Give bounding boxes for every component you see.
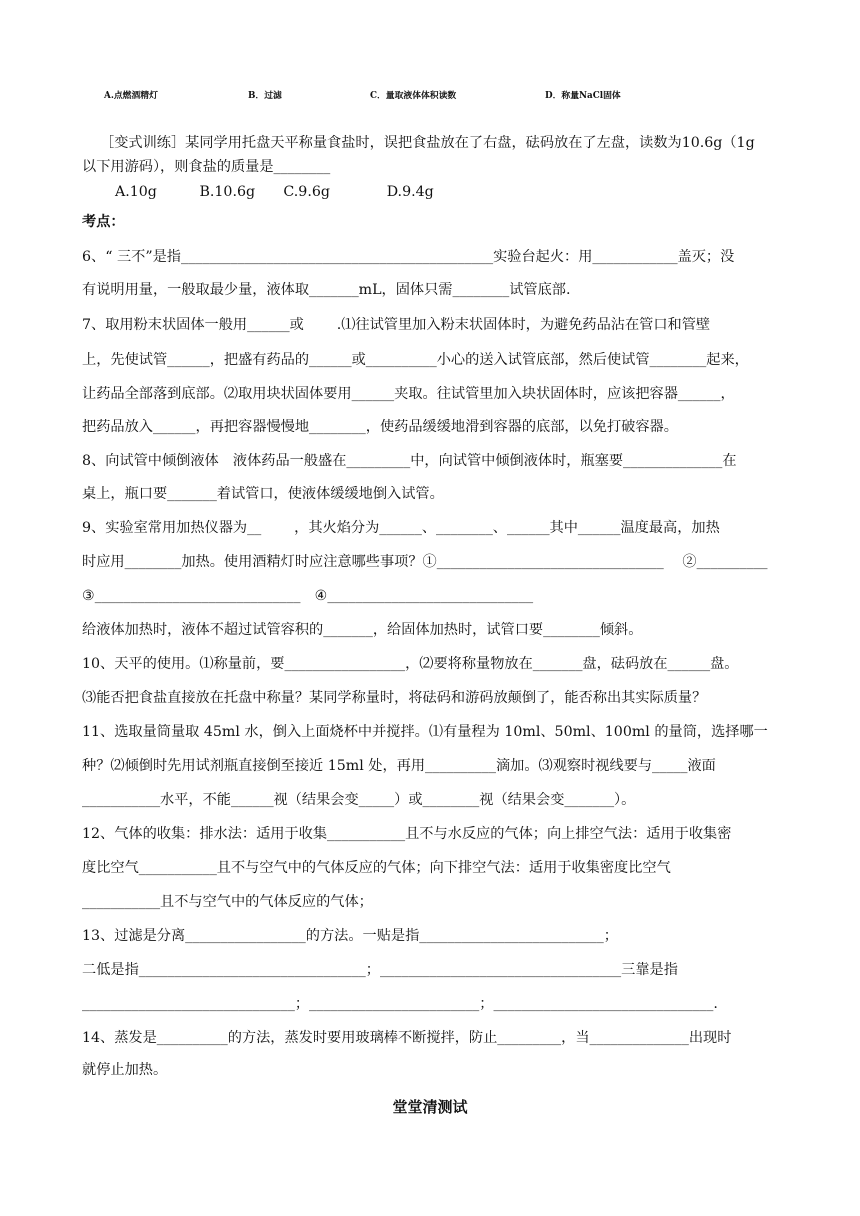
text-line: 有说明用量，一般取最少量，液体取_______mL，固体只需________试管底部. [82,282,571,298]
text-line: 9、实验室常用加热仪器为__ ，其火焰分为______、________、______其中______温度最高，加热 [82,520,720,536]
text-line: ③_____________________________ ④_____________________________ [82,588,534,604]
variant-line-2: 以下用游码），则食盐的质量是________ [82,159,331,175]
text-line: 上，先使试管______，把盛有药品的______或__________小心的送入试管底部，然后使试管________起来， [82,352,749,368]
variant-choices: A.10g B.10.6g C.9.6g D.9.4g [115,184,434,200]
variant-line-1: ［变式训练］某同学用托盘天平称量食盐时，误把食盐放在了右盘，砝码放在了左盘，读数为10.6g（1g [100,135,755,151]
text-line: 种？⑵倾倒时先用试剂瓶直接倒至接近 15ml 处，再用__________滴加。⑶观察时视线要与_____液面 [82,758,716,774]
option-a: A.点燃酒精灯 [104,91,158,101]
text-line: 让药品全部落到底部。⑵取用块状固体要用______夹取。往试管里加入块状固体时，应该把容器______， [82,386,735,402]
text-line: 10、天平的使用。⑴称量前，要_________________，⑵要将称量物放在_______盘，砝码放在______盘。 [82,656,739,672]
text-line: 二低是指________________________________；__________________________________三靠是指 [82,962,678,978]
text-line: ⑶能否把食盐直接放在托盘中称量？某同学称量时，将砝码和游码放颠倒了，能否称出其实际质量？ [82,690,707,706]
kaodian-heading: 考点： [82,214,125,230]
option-d: D．称量NaCl固体 [545,91,621,101]
text-line: ______________________________；________________________；_______________________________. [82,996,718,1012]
text-line: ___________且不与空气中的气体反应的气体； [82,894,373,910]
text-line: 6、“ 三不”是指____________________________________________实验台起火：用____________盖灭；没 [82,249,735,265]
text-line: 14、蒸发是__________的方法，蒸发时要用玻璃棒不断搅拌，防止_________，当______________出现时 [82,1030,732,1046]
text-line: 桌上，瓶口要_______着试管口，使液体缓缓地倒入试管。 [82,486,444,502]
option-b: B．过滤 [248,91,282,101]
text-line: ___________水平，不能______视（结果会变_____）或________视（结果会变_______）。 [82,792,636,808]
text-line: 13、过滤是分离_________________的方法。一贴是指__________________________； [82,928,618,944]
option-c: C．量取液体体积读数 [370,91,457,101]
text-line: 7、取用粉末状固体一般用______或 .⑴往试管里加入粉末状固体时，为避免药品沾在管口和管壁 [82,317,711,333]
text-line: 就停止加热。 [82,1062,168,1078]
section-title: 堂堂清测试 [392,1098,468,1116]
text-line: 12、气体的收集：排水法：适用于收集___________且不与水反应的气体；向上排空气法：适用于收集密 [82,826,732,842]
text-line: 度比空气___________且不与空气中的气体反应的气体；向下排空气法：适用于收集密度比空气 [82,860,671,876]
text-line: 8、向试管中倾倒液体 液体药品一般盛在_________中，向试管中倾倒液体时，瓶塞要______________在 [82,453,737,469]
text-line: 把药品放入______，再把容器慢慢地________，使药品缓缓地滑到容器的底部，以免打破容器。 [82,419,678,435]
text-line: 时应用________加热。使用酒精灯时应注意哪些事项？①________________________________ ②__________ [82,554,768,570]
text-line: 11、选取量筒量取 45ml 水，倒入上面烧杯中并搅拌。⑴有量程为 10ml、50ml、100ml 的量筒，选择哪一 [82,724,768,740]
text-line: 给液体加热时，液体不超过试管容积的_______，给固体加热时，试管口要________倾斜。 [82,622,643,638]
